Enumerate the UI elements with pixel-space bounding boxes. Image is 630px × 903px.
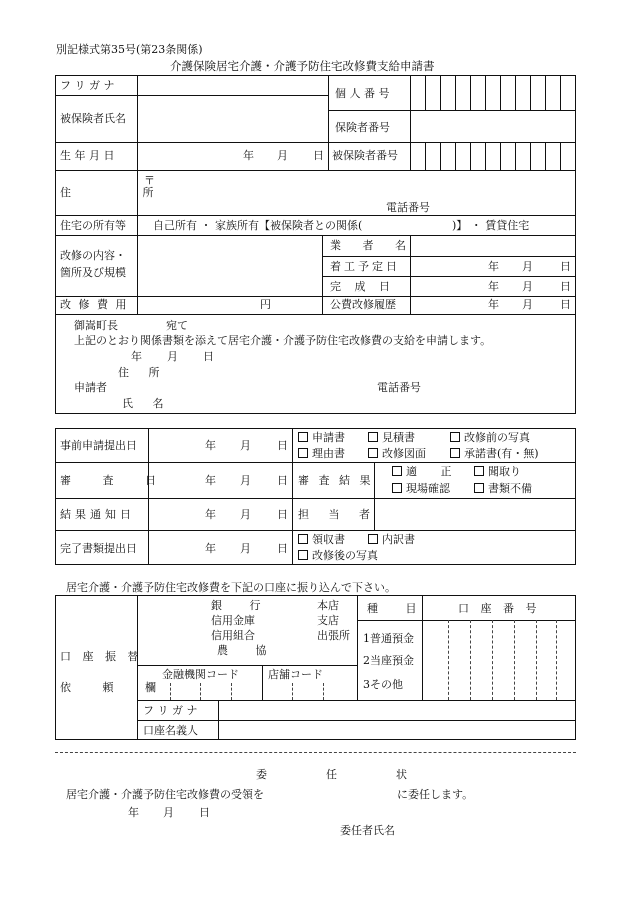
insurer-number-label: 保険者番号 — [335, 121, 390, 134]
request-address-label: 住 所 — [118, 366, 168, 379]
review-day: 日 — [277, 474, 288, 487]
done-receipt: 領収書 — [312, 533, 345, 546]
branch-main: 本店 — [317, 599, 339, 612]
request-year: 年 — [131, 350, 142, 363]
delegator-label: 委任者氏名 — [340, 824, 395, 837]
done-after-photo: 改修後の写真 — [312, 549, 378, 562]
doc-drawing: 改修図面 — [382, 447, 426, 460]
doc-estimate-check[interactable] — [368, 432, 415, 443]
applicant-label: 申請者 — [74, 381, 107, 394]
doc-consent: 承諾書(有・無) — [464, 447, 539, 460]
doc-estimate: 見積書 — [382, 431, 415, 444]
addressee-suffix: 宛て — [166, 319, 188, 332]
request-name-label: 氏 名 — [122, 397, 172, 410]
checkbox[interactable] — [368, 448, 378, 458]
checkbox[interactable] — [450, 432, 460, 442]
request-statement: 上記のとおり関係書類を添えて居宅介護・介護予防住宅改修費の支給を申請します。 — [74, 334, 492, 347]
done-year: 年 — [205, 542, 216, 555]
result-ok-check[interactable] — [392, 466, 462, 477]
complete-year: 年 — [488, 280, 499, 293]
checkbox[interactable] — [298, 550, 308, 560]
proxy-year: 年 — [128, 806, 139, 819]
result-deficient-check[interactable] — [474, 483, 532, 494]
insured-number-label: 被保険者番号 — [332, 149, 398, 162]
personal-number-label: 個 人 番 号 — [335, 87, 390, 100]
result-site: 現場確認 — [406, 482, 450, 495]
checkbox[interactable] — [474, 483, 484, 493]
request-field-label: 依 頼 欄 — [60, 681, 170, 694]
review-result-label: 審 査 結 果 — [298, 474, 374, 487]
history-year: 年 — [488, 298, 499, 311]
cut-line — [55, 752, 576, 753]
doc-reason: 理由書 — [312, 447, 345, 460]
pre-submit-year: 年 — [205, 439, 216, 452]
dob-month: 月 — [277, 149, 288, 162]
done-month: 月 — [240, 542, 251, 555]
start-year: 年 — [488, 260, 499, 273]
ownership-options-end: )】 ・ 賃貸住宅 — [452, 219, 530, 232]
doc-drawing-check[interactable] — [368, 448, 426, 459]
notify-date-label: 結果通知日 — [60, 508, 135, 521]
dob-day: 日 — [313, 149, 324, 162]
bank-furigana-label: フ リ ガ ナ — [143, 704, 198, 717]
start-date-label: 着工予定日 — [330, 260, 400, 273]
checkbox[interactable] — [298, 432, 308, 442]
complete-day: 日 — [560, 280, 571, 293]
content-label-2: 箇所及び規模 — [60, 266, 126, 279]
done-day: 日 — [277, 542, 288, 555]
content-label-1: 改修の内容・ — [60, 249, 126, 262]
addressee: 御嵩町長 — [74, 319, 118, 332]
proxy-month: 月 — [163, 806, 174, 819]
institution-kumiai: 信用組合 — [211, 629, 255, 642]
branch-office: 出張所 — [317, 629, 350, 642]
staff-label: 担 当 者 — [298, 508, 378, 521]
proxy-title-2: 任 — [326, 768, 337, 781]
doc-application-check[interactable] — [298, 432, 345, 443]
done-date-label: 完了書類提出日 — [60, 542, 137, 555]
result-site-check[interactable] — [392, 483, 450, 494]
pre-submit-month: 月 — [240, 439, 251, 452]
request-phone-label: 電話番号 — [377, 381, 421, 394]
pre-submit-day: 日 — [277, 439, 288, 452]
proxy-statement: 居宅介護・介護予防住宅改修費の受領を — [66, 788, 264, 801]
yen-unit: 円 — [260, 298, 271, 311]
contractor-label: 業 者 名 — [330, 239, 415, 252]
postal-mark: 〒 — [144, 174, 155, 187]
holder-label: 口座名義人 — [143, 724, 198, 737]
request-day: 日 — [203, 350, 214, 363]
institution-ja: 農 協 — [217, 644, 279, 657]
bank-code-label: 金融機関コード — [162, 668, 239, 681]
review-year: 年 — [205, 474, 216, 487]
history-month: 月 — [522, 298, 533, 311]
checkbox[interactable] — [450, 448, 460, 458]
branch-code-label: 店舗コード — [268, 668, 323, 681]
proxy-title-3: 状 — [396, 768, 407, 781]
done-after-photo-check[interactable] — [298, 550, 378, 561]
proxy-day: 日 — [199, 806, 210, 819]
request-month: 月 — [167, 350, 178, 363]
address-label: 住 所 — [60, 186, 188, 199]
type-current: 2当座預金 — [363, 654, 414, 667]
bank-intro: 居宅介護・介護予防住宅改修費を下記の口座に振り込んで下さい。 — [66, 581, 396, 594]
result-ok: 適 正 — [406, 465, 462, 478]
result-interview: 聞取り — [488, 465, 521, 478]
start-day: 日 — [560, 260, 571, 273]
doc-before-photo-check[interactable] — [450, 432, 530, 443]
done-breakdown: 内訳書 — [382, 533, 415, 546]
checkbox[interactable] — [368, 534, 378, 544]
pre-submit-label: 事前申請提出日 — [60, 439, 137, 452]
history-label: 公費改修履歴 — [330, 298, 396, 311]
doc-consent-check[interactable] — [450, 448, 539, 459]
ownership-options: 自己所有 ・ 家族所有【被保険者との関係( — [153, 219, 363, 232]
form-title: 介護保険居宅介護・介護予防住宅改修費支給申請書 — [170, 59, 435, 73]
cost-label: 改 修 費 用 — [60, 298, 129, 311]
checkbox[interactable] — [474, 466, 484, 476]
doc-before-photo: 改修前の写真 — [464, 431, 530, 444]
checkbox[interactable] — [298, 534, 308, 544]
review-month: 月 — [240, 474, 251, 487]
done-breakdown-check[interactable] — [368, 534, 415, 545]
application-table — [55, 75, 576, 414]
proxy-title-1: 委 — [256, 768, 267, 781]
ownership-label: 住宅の所有等 — [60, 219, 126, 232]
notify-day: 日 — [277, 508, 288, 521]
institution-shinkin: 信用金庫 — [211, 614, 255, 627]
type-ordinary: 1普通預金 — [363, 632, 414, 645]
form-number: 別記様式第35号(第23条関係) — [56, 43, 203, 56]
phone-label: 電話番号 — [386, 201, 430, 214]
notify-month: 月 — [240, 508, 251, 521]
account-number-label: 口 座 番 号 — [458, 602, 541, 615]
type-other: 3その他 — [363, 678, 403, 691]
start-month: 月 — [522, 260, 533, 273]
checkbox[interactable] — [368, 432, 378, 442]
checkbox[interactable] — [392, 466, 402, 476]
complete-date-label: 完 成 日 — [330, 280, 395, 293]
dob-label: 生 年 月 日 — [60, 149, 115, 162]
doc-reason-check[interactable] — [298, 448, 345, 459]
institution-bank: 銀 行 — [211, 599, 273, 612]
doc-application: 申請書 — [312, 431, 345, 444]
proxy-statement-end: に委任します。 — [397, 788, 474, 801]
account-type-label: 種 目 — [367, 602, 429, 615]
dob-year: 年 — [243, 149, 254, 162]
history-day: 日 — [560, 298, 571, 311]
checkbox[interactable] — [392, 483, 402, 493]
transfer-label: 口 座 振 替 — [60, 650, 143, 663]
notify-year: 年 — [205, 508, 216, 521]
complete-month: 月 — [522, 280, 533, 293]
done-receipt-check[interactable] — [298, 534, 345, 545]
result-interview-check[interactable] — [474, 466, 521, 477]
result-deficient: 書類不備 — [488, 482, 532, 495]
branch-branch: 支店 — [317, 614, 339, 627]
review-date-label: 審 査 日 — [60, 474, 170, 487]
furigana-label: フ リ ガ ナ — [60, 79, 115, 92]
checkbox[interactable] — [298, 448, 308, 458]
insured-name-label: 被保険者氏名 — [60, 112, 126, 125]
